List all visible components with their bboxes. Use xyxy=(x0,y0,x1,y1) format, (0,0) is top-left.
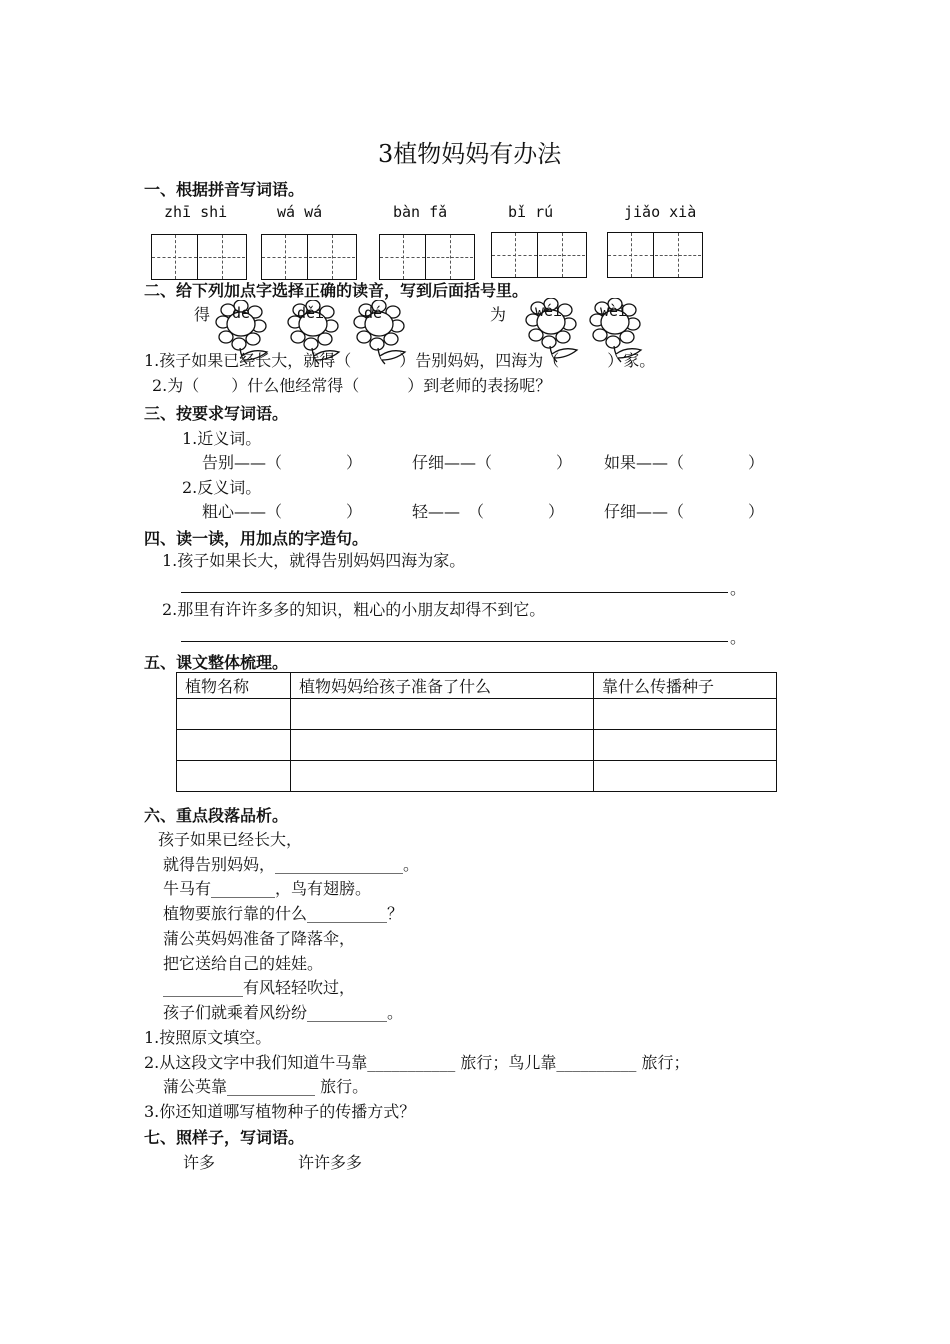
table-cell[interactable] xyxy=(594,699,777,730)
reading-wei2: wéi xyxy=(535,302,563,320)
table-cell[interactable] xyxy=(291,761,594,792)
table-cell[interactable] xyxy=(177,761,291,792)
table-row xyxy=(177,761,777,792)
section-6-heading: 六、重点段落品析。 xyxy=(144,806,289,825)
table-cell[interactable] xyxy=(291,699,594,730)
q2-sentence-2: 2.为（ ）什么他经常得（ ）到老师的表扬呢？ xyxy=(152,376,552,395)
q6-question-2: 2.从这段文字中我们知道牛马靠___________ 旅行；鸟儿靠__________ 旅行； xyxy=(144,1053,690,1072)
passage-line: 孩子们就乘着风纷纷__________。 xyxy=(163,1003,404,1022)
answer-line[interactable] xyxy=(181,641,728,642)
synonym-label: 1.近义词。 xyxy=(182,429,262,448)
table-row xyxy=(177,699,777,730)
section-3-heading: 三、按要求写词语。 xyxy=(144,404,289,423)
table-cell[interactable] xyxy=(291,730,594,761)
section-4-heading: 四、读一读，用加点的字造句。 xyxy=(144,529,369,548)
reading-dei: děi xyxy=(297,304,325,322)
synonym-item-1: 告别——（ ） xyxy=(202,453,363,472)
q4-sentence-2: 2.那里有许许多多的知识，粗心的小朋友却得不到它。 xyxy=(162,600,546,619)
section-2-heading: 二、给下列加点字选择正确的读音，写到后面括号里。 xyxy=(144,281,529,300)
reading-wei4: wèi xyxy=(600,302,628,320)
writing-grid-4[interactable] xyxy=(491,232,587,278)
writing-grid-2[interactable] xyxy=(261,234,357,280)
passage-line: 把它送给自己的娃娃。 xyxy=(163,954,324,973)
synonym-item-2: 仔细——（ ） xyxy=(412,453,573,472)
passage-line: __________有风轻轻吹过， xyxy=(163,978,356,997)
table-cell[interactable] xyxy=(594,730,777,761)
period: 。 xyxy=(730,579,747,598)
q6-question-2-cont: 蒲公英靠___________ 旅行。 xyxy=(163,1077,369,1096)
antonym-item-2: 轻—— （ ） xyxy=(412,502,565,521)
pinyin-4: bǐ rú xyxy=(508,203,554,221)
writing-grid-5[interactable] xyxy=(607,232,703,278)
antonym-item-3: 仔细——（ ） xyxy=(604,502,765,521)
antonym-item-1: 粗心——（ ） xyxy=(202,502,363,521)
table-cell[interactable] xyxy=(177,699,291,730)
table-row xyxy=(177,730,777,761)
pinyin-5: jiǎo xià xyxy=(624,203,697,221)
section-5-heading: 五、课文整体梳理。 xyxy=(144,653,289,672)
synonym-item-3: 如果——（ ） xyxy=(604,453,765,472)
writing-grid-1[interactable] xyxy=(151,234,247,280)
char-wei: 为 xyxy=(490,305,507,324)
writing-grid-3[interactable] xyxy=(379,234,475,280)
q6-question-1: 1.按照原文填空。 xyxy=(144,1028,272,1047)
answer-line[interactable] xyxy=(181,592,728,593)
table-header: 植物妈妈给孩子准备了什么 xyxy=(291,673,594,699)
q4-sentence-1: 1.孩子如果长大，就得告别妈妈四海为家。 xyxy=(162,551,466,570)
passage-line: 孩子如果已经长大， xyxy=(158,830,303,849)
example-word: 许多 xyxy=(183,1153,216,1172)
q2-sentence-1: 1.孩子如果已经长大，就得（ ）告别妈妈，四海为（ ）家。 xyxy=(144,351,656,370)
section-7-heading: 七、照样子，写词语。 xyxy=(144,1128,305,1147)
example-word-expanded: 许许多多 xyxy=(298,1153,363,1172)
table-cell[interactable] xyxy=(594,761,777,792)
passage-line: 植物要旅行靠的什么__________？ xyxy=(163,904,404,923)
pinyin-1: zhī shi xyxy=(164,203,228,221)
pinyin-2: wá wá xyxy=(277,203,323,221)
period: 。 xyxy=(730,628,747,647)
antonym-label: 2.反义词。 xyxy=(182,478,262,497)
table-header: 植物名称 xyxy=(177,673,291,699)
reading-de: de xyxy=(232,304,251,322)
passage-line: 蒲公英妈妈准备了降落伞， xyxy=(163,929,356,948)
summary-table xyxy=(176,672,777,792)
table-header: 靠什么传播种子 xyxy=(594,673,777,699)
q6-question-3: 3.你还知道哪写植物种子的传播方式？ xyxy=(144,1102,416,1121)
passage-line: 牛马有________，鸟有翅膀。 xyxy=(163,879,372,898)
reading-de2: dé xyxy=(364,304,383,322)
passage-line: 就得告别妈妈，________________。 xyxy=(163,855,420,874)
char-de: 得 xyxy=(194,305,211,324)
pinyin-3: bàn fǎ xyxy=(393,203,448,221)
section-1-heading: 一、根据拼音写词语。 xyxy=(144,180,305,199)
page-title: 3植物妈妈有办法 xyxy=(378,140,562,168)
table-cell[interactable] xyxy=(177,730,291,761)
